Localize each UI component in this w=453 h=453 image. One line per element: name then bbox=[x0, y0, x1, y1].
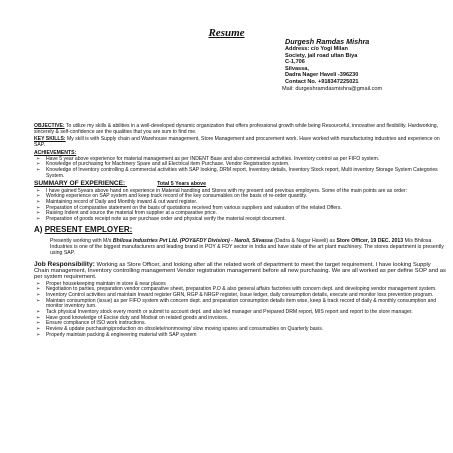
list-item: ➢ Preparation of comparative statement on the basis of quotations received from various suppliers and valuation of the related Offers. bbox=[46, 206, 446, 212]
job-responsibility-list bbox=[34, 282, 446, 339]
list-item: ➢ Ensure compliance of ISO work instructions. bbox=[46, 321, 446, 327]
summary-total: Total 5 Years above bbox=[157, 181, 207, 188]
list-item: ➢ Inventory Control activities and maintain Inward register GRN, RGP & NRGP register, Issue ledger, daily consumption details, execute and monitor loss prevention program. bbox=[46, 293, 446, 299]
list-item: ➢ Raising Indent and source the material from supplier at a comparative price. bbox=[46, 211, 446, 217]
list-item: ➢ Tack physical Inventory stock every month or submit to account dept. and also led manager and Prepared DRM report, MIS report and report to the store manager. bbox=[46, 310, 446, 316]
address-line: Dadra Nager Haveli -396230 bbox=[285, 72, 359, 79]
key-skills-label: KEY SKILLS: bbox=[34, 136, 66, 143]
list-item: ➢ Have good knowledge of Excise duty and Modvat on related goods and invoices. bbox=[46, 316, 446, 322]
objective-section bbox=[34, 124, 446, 135]
list-item: ➢ Knowledge of Inventory controlling & commercial activities with SAP looking, DRM report, Inventory details, Inventory Stock report, Multi inventory Storage System Categories System. bbox=[46, 168, 446, 179]
summary-list bbox=[34, 189, 446, 223]
list-item: ➢ Preparation of goods receipt note as per purchase order and physical verify the material receipt document. bbox=[46, 217, 446, 223]
list-item: ➢ I have gained 5years above hand on experience in Material handling and Stores with my present and previous employers. Some of the main points are as order: bbox=[46, 189, 446, 195]
employer-intro: Presently working with M/s bbox=[50, 237, 112, 244]
achievements-list bbox=[34, 157, 446, 180]
job-responsibility-label: Job Responsibility: bbox=[34, 260, 95, 268]
list-item: ➢ Maintain consumption (issue) as per FIFO system with concern dept. and preparation consumption details item wise, keep & track record of daily & monthly consumption and monitor inventory turn. bbox=[46, 299, 446, 310]
list-item: ➢ Properly maintain packing & engineering material with SAP system bbox=[46, 333, 446, 339]
candidate-name: Durgesh Ramdas Mishra bbox=[285, 37, 370, 46]
list-item: ➢ Maintaining record of Daily and Monthly inward & out ward register. bbox=[46, 200, 446, 206]
employer-location: (Dadra & Nagar Haveli) as bbox=[274, 237, 336, 244]
present-employer-label: PRESENT EMPLOYER: bbox=[44, 224, 133, 234]
achievements-heading: ACHIEVEMENTS: bbox=[34, 149, 77, 156]
key-skills-text: My skill is with Supply chain and Warehouse management, Store Management and procurement work. Have worked with manufacturing industries and experience on SAP. bbox=[34, 136, 440, 149]
address-line: Society, jail road ultan Biya bbox=[285, 52, 358, 59]
section-marker: A) bbox=[34, 224, 43, 234]
objective-label: OBJECTIVE: bbox=[34, 123, 65, 129]
present-employer-text bbox=[50, 239, 446, 257]
list-item: ➢ Working experience on SAP system and keep track record of the key consumables on the basis of re-order quantity. bbox=[46, 194, 446, 200]
list-item: ➢ Negotiation to parties, preparation vendor comparative sheet, preparation P.O & also general affairs factories with concern dept. and developing vendor management system. bbox=[46, 287, 446, 293]
list-item: ➢ Knowledge of purchasing for Machinery Spare and all Electrical item Purchase. Vendor Registration system. bbox=[46, 162, 446, 168]
email-address: Mail: durgeshramdasmishra@gmail.com bbox=[282, 85, 383, 92]
resume-title: Resume bbox=[208, 27, 245, 39]
address-line: Address: c/o Yogi Milan bbox=[285, 46, 348, 52]
contact-block bbox=[282, 37, 450, 92]
list-item: ➢ Review & update purchasing/production on obsolete/nonmoving/ slow moving spares and consumables on Quarterly basis. bbox=[46, 327, 446, 333]
key-skills-section bbox=[34, 137, 446, 148]
list-item: ➢ Proper housekeeping maintain in store & near places bbox=[46, 282, 446, 288]
address-line: C-1,706 bbox=[285, 59, 305, 66]
contact-number: Contact No. +918347225021 bbox=[285, 78, 359, 85]
present-employer-heading bbox=[34, 225, 446, 234]
list-item: ➢ Have 5 year above experience for material management as per INDENT Base and also commercial activities. Inventory control as per FIFO system. bbox=[46, 157, 446, 163]
job-responsibility-section bbox=[34, 262, 446, 281]
summary-label: SUMMARY OF EXPERIENCE: bbox=[34, 180, 126, 188]
employer-role: Store Officer, 19 DEC. 2013 bbox=[336, 237, 404, 244]
employer-company: Bhilosa Industries Pvt Ltd. (POY&FDY Division) - Naroli, Silvassa bbox=[112, 237, 273, 244]
job-responsibility-text: Working as Store Officer, and looking after all the related work of department to meet the target requirement. I have looking Supply Chain management, Inventory controlling management Vendor registration management before all new purchasing. We are all worked as per define SOP and as per system requirement. bbox=[34, 261, 446, 281]
resume-body bbox=[34, 124, 446, 339]
employer-details: M/s Bhilosa Industries is one of the biggest manufacturers and leading brand in POY & FDY sector in India and have state of the art plant machinery. The stores department is presently using SAP. bbox=[50, 237, 444, 256]
address-line: Silvassa, bbox=[285, 65, 309, 72]
objective-text: To utilize my skills & abilities in a well-developed dynamic organization that offers professional growth while being Resourceful, innovative and flexibility. Hardworking, sincerely & self-confidence are the qualities that you are sum to find me. bbox=[34, 123, 439, 135]
